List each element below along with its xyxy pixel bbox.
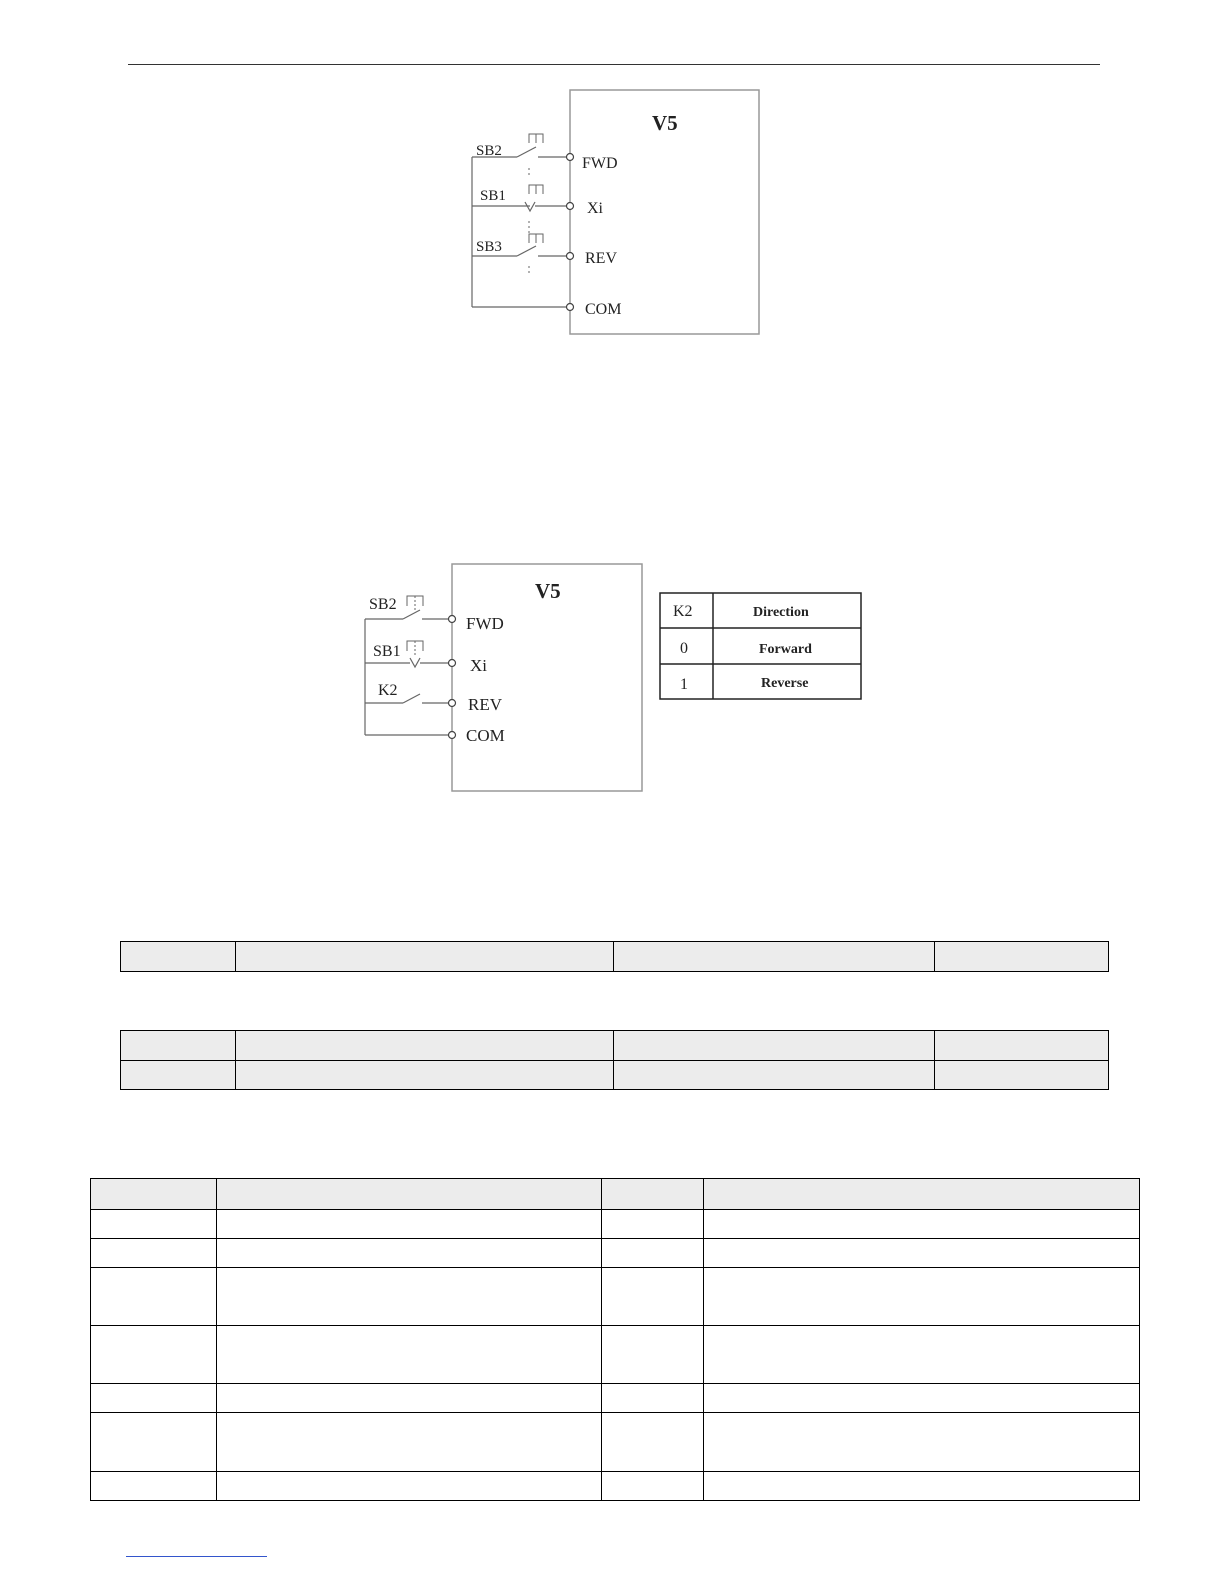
table-cell <box>704 1326 1140 1384</box>
table-cell <box>704 1268 1140 1326</box>
table-row <box>91 1239 1140 1268</box>
table-cell <box>217 1239 602 1268</box>
table-cell <box>602 1413 704 1472</box>
terminal-fwd <box>449 616 456 623</box>
table-cell <box>91 1413 217 1472</box>
table-cell <box>704 1239 1140 1268</box>
terminal-label-xi: Xi <box>470 656 487 675</box>
table-cell <box>704 1179 1140 1210</box>
table-cell <box>217 1326 602 1384</box>
table-row <box>91 1326 1140 1384</box>
table-cell <box>614 1031 935 1061</box>
table-cell <box>602 1239 704 1268</box>
table-cell <box>614 942 935 972</box>
k2-direction-table <box>660 593 861 699</box>
table-row <box>91 1268 1140 1326</box>
terminal-rev <box>449 700 456 707</box>
terminal-com <box>449 732 456 739</box>
table-row <box>91 1384 1140 1413</box>
table-cell <box>935 1061 1109 1090</box>
table-cell <box>217 1268 602 1326</box>
table-cell <box>217 1384 602 1413</box>
header-rule <box>128 64 1100 65</box>
wiring-diagram-2 <box>355 555 875 805</box>
table-header-direction: Direction <box>753 605 809 620</box>
table-row <box>121 1031 1109 1061</box>
parameter-table-2 <box>120 1030 1109 1090</box>
table-cell <box>602 1326 704 1384</box>
footer-link-underline[interactable] <box>126 1556 267 1557</box>
switch-label-sb3: SB3 <box>476 239 502 255</box>
table-cell-direction-0: Forward <box>759 642 812 657</box>
table-cell <box>217 1413 602 1472</box>
table-cell <box>217 1179 602 1210</box>
terminal-label-rev: REV <box>585 250 617 267</box>
table-cell <box>704 1384 1140 1413</box>
switch-label-sb2: SB2 <box>369 596 397 613</box>
terminal-label-fwd: FWD <box>582 155 618 172</box>
table-cell-k2-1: 1 <box>680 676 688 693</box>
table-cell <box>236 942 614 972</box>
table-cell <box>602 1472 704 1501</box>
table-cell <box>614 1061 935 1090</box>
terminal-label-xi: Xi <box>587 200 603 217</box>
table-cell <box>91 1210 217 1239</box>
switch-label-sb1: SB1 <box>480 188 506 204</box>
table-row <box>121 942 1109 972</box>
table-cell <box>935 1031 1109 1061</box>
table-header-k2: K2 <box>673 603 693 620</box>
parameter-table-1 <box>120 941 1109 972</box>
device-label: V5 <box>652 111 678 135</box>
table-cell <box>602 1210 704 1239</box>
switch-label-k2: K2 <box>378 682 398 699</box>
table-row <box>91 1210 1140 1239</box>
table-row <box>91 1413 1140 1472</box>
table-cell <box>704 1472 1140 1501</box>
table-cell <box>91 1268 217 1326</box>
terminal-xi <box>567 203 574 210</box>
table-cell <box>91 1239 217 1268</box>
terminal-rev <box>567 253 574 260</box>
table-cell-k2-0: 0 <box>680 640 688 657</box>
terminal-com <box>567 304 574 311</box>
switch-label-sb2: SB2 <box>476 143 502 159</box>
table-row <box>91 1472 1140 1501</box>
table-cell-direction-1: Reverse <box>761 676 809 691</box>
table-cell <box>217 1210 602 1239</box>
table-cell <box>91 1326 217 1384</box>
device-label: V5 <box>535 579 561 603</box>
table-cell <box>602 1384 704 1413</box>
table-cell <box>704 1210 1140 1239</box>
table-cell <box>91 1472 217 1501</box>
terminal-label-rev: REV <box>468 695 502 714</box>
table-cell <box>236 1031 614 1061</box>
terminal-xi <box>449 660 456 667</box>
table-cell <box>217 1472 602 1501</box>
terminal-label-com: COM <box>466 726 505 745</box>
table-cell <box>236 1061 614 1090</box>
terminal-label-fwd: FWD <box>466 614 504 633</box>
table-cell <box>121 1061 236 1090</box>
table-cell <box>602 1268 704 1326</box>
table-cell <box>91 1179 217 1210</box>
table-cell <box>91 1384 217 1413</box>
terminal-fwd <box>567 154 574 161</box>
terminal-label-com: COM <box>585 301 622 318</box>
table-cell <box>121 1031 236 1061</box>
table-row <box>121 1061 1109 1090</box>
table-cell <box>602 1179 704 1210</box>
table-cell <box>121 942 236 972</box>
wiring-diagram-1 <box>460 80 780 350</box>
table-cell <box>935 942 1109 972</box>
table-cell <box>704 1413 1140 1472</box>
parameter-table-3 <box>90 1178 1140 1501</box>
switch-label-sb1: SB1 <box>373 643 401 660</box>
table-header-row <box>91 1179 1140 1210</box>
